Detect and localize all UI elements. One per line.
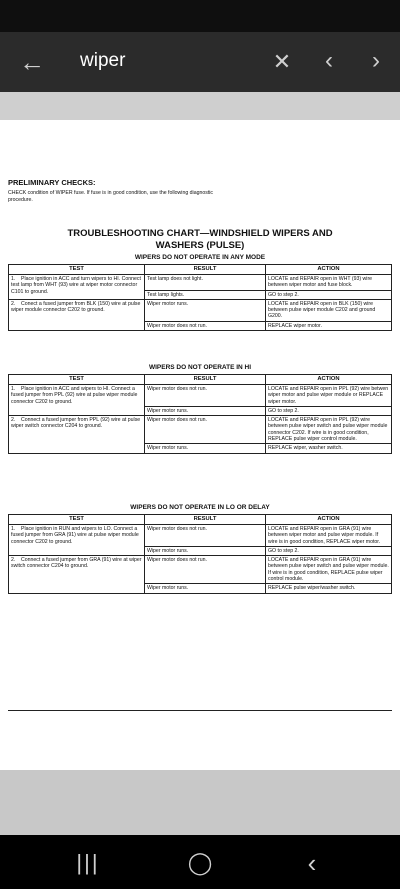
page-margin-top: [0, 92, 400, 120]
test-cell: [9, 416, 145, 453]
find-in-page-bar: [0, 32, 400, 92]
test-text: Place ignition in ACC and turn wipers to HI. Connect test lamp from WHT (93) wire at wiper motor connector C101 to ground.: [11, 276, 141, 295]
action-cell: LOCATE and REPAIR open in PPL (92) wire between pulse wiper switch and pulse wiper module connector C202. If wire is in good condition, REPLACE pulse wiper control module.: [266, 416, 392, 444]
troubleshooting-table: [8, 374, 392, 454]
status-bar: [0, 0, 400, 32]
troubleshooting-table: [8, 514, 392, 594]
step-number: 1.: [11, 386, 16, 392]
result-cell: Test lamp lights.: [145, 290, 266, 299]
action-cell: GO to step 2.: [266, 546, 392, 555]
test-cell: [9, 385, 145, 416]
close-icon[interactable]: ✕: [272, 49, 292, 74]
step-number: 2.: [11, 557, 16, 564]
action-cell: LOCATE and REPAIR open in WHT (93) wire between wiper motor and fuse block.: [266, 275, 392, 291]
search-query-input[interactable]: wiper: [80, 50, 126, 71]
preliminary-checks-text: CHECK condition of WIPER fuse. If fuse is in good condition, use the following diagnostic procedure.: [8, 190, 214, 203]
back-arrow-icon[interactable]: ←: [19, 47, 45, 77]
result-cell: Wiper motor does not run.: [145, 321, 266, 330]
action-cell: GO to step 2.: [266, 406, 392, 415]
table-header-row: [9, 375, 392, 385]
result-cell: Wiper motor does not run.: [145, 556, 266, 584]
column-header-result: RESULT: [145, 265, 266, 275]
section-title: WIPERS DO NOT OPERATE IN HI: [148, 364, 252, 371]
table-row: [9, 416, 392, 444]
recents-icon[interactable]: |||: [76, 850, 100, 875]
step-number: 2.: [11, 417, 16, 424]
chart-title: [20, 228, 380, 252]
result-cell: Wiper motor does not run.: [145, 416, 266, 444]
next-match-icon[interactable]: ›: [372, 47, 380, 74]
column-header-test: TEST: [9, 265, 145, 275]
result-cell: Wiper motor does not run.: [145, 385, 266, 407]
result-cell: Test lamp does not light.: [145, 275, 266, 291]
test-text: Connect a fused jumper from PPL (92) wire at pulse wiper switch connector C204 to ground.: [11, 417, 141, 430]
page-bottom-rule: [8, 710, 392, 711]
system-navigation-bar: [0, 835, 400, 889]
result-cell: Wiper motor runs.: [145, 584, 266, 593]
column-header-test: TEST: [9, 375, 145, 385]
section-title: WIPERS DO NOT OPERATE IN LO OR DELAY: [130, 504, 270, 511]
table-header-row: [9, 265, 392, 275]
column-header-action: ACTION: [266, 265, 392, 275]
troubleshooting-table: [8, 264, 392, 331]
test-text: Connect a fused jumper from GRA (91) wire at wiper switch connector C204 to ground.: [11, 557, 142, 570]
action-cell: LOCATE and REPAIR open in GRA (91) wire between wiper motor and pulse wiper module. If wire is in good condition, REPLACE wiper motor.: [266, 525, 392, 547]
table-row: [9, 275, 392, 291]
table-row: [9, 525, 392, 547]
back-icon[interactable]: ‹: [307, 848, 317, 878]
action-cell: REPLACE wiper, washer switch.: [266, 444, 392, 453]
page-margin-bottom: [0, 770, 400, 835]
test-cell: [9, 299, 145, 330]
test-cell: [9, 525, 145, 556]
chart-title-line-2: WASHERS (PULSE): [155, 240, 245, 251]
column-header-result: RESULT: [145, 375, 266, 385]
result-cell: Wiper motor does not run.: [145, 525, 266, 547]
table-header-row: [9, 515, 392, 525]
section-title: WIPERS DO NOT OPERATE IN ANY MODE: [134, 254, 266, 261]
column-header-result: RESULT: [145, 515, 266, 525]
table-row: [9, 385, 392, 407]
home-icon[interactable]: ◯: [187, 850, 213, 875]
step-number: 1.: [11, 526, 16, 532]
action-cell: REPLACE pulse wiper/washer switch.: [266, 584, 392, 593]
action-cell: GO to step 2.: [266, 290, 392, 299]
column-header-action: ACTION: [266, 375, 392, 385]
column-header-test: TEST: [9, 515, 145, 525]
result-cell: Wiper motor runs.: [145, 444, 266, 453]
preliminary-checks-heading: PRELIMINARY CHECKS:: [8, 178, 96, 187]
result-cell: Wiper motor runs.: [145, 406, 266, 415]
column-header-action: ACTION: [266, 515, 392, 525]
result-cell: Wiper motor runs.: [145, 299, 266, 321]
table-row: [9, 299, 392, 321]
test-cell: [9, 556, 145, 593]
chart-title-line-1: TROUBLESHOOTING CHART—WINDSHIELD WIPERS AND: [67, 228, 333, 239]
document-page: [0, 120, 400, 770]
test-cell: [9, 275, 145, 300]
test-text: Place ignition in ACC and wipers to HI. Connect a fused jumper from PPL (92) wire at pulse wiper module connector C202 to ground.: [11, 386, 138, 405]
step-number: 1.: [11, 276, 16, 282]
action-cell: LOCATE and REPAIR open in GRA (91) wire between pulse wiper switch and pulse wiper module. If wire is in good condition, REPLACE pulse wiper control module.: [266, 556, 392, 584]
action-cell: LOCATE and REPAIR open in PPL (92) wire betwen wiper motor and pulse wiper module or REPLACE wiper motor.: [266, 385, 392, 407]
step-number: 2.: [11, 300, 16, 307]
table-row: [9, 556, 392, 584]
action-cell: REPLACE wiper motor.: [266, 321, 392, 330]
action-cell: LOCATE and REPAIR open in BLK (150) wire between pulse wiper module C202 and ground G200.: [266, 299, 392, 321]
test-text: Conect a fused jumper from BLK (150) wire at pulse wiper module connector C202 to ground.: [11, 300, 141, 314]
previous-match-icon[interactable]: ‹: [325, 47, 333, 74]
result-cell: Wiper motor runs.: [145, 546, 266, 555]
test-text: Place ignition in RUN and wipers to LO. Connect a fused jumper from GRA (91) wire at pulse wiper module connector C202 to ground.: [11, 526, 139, 545]
